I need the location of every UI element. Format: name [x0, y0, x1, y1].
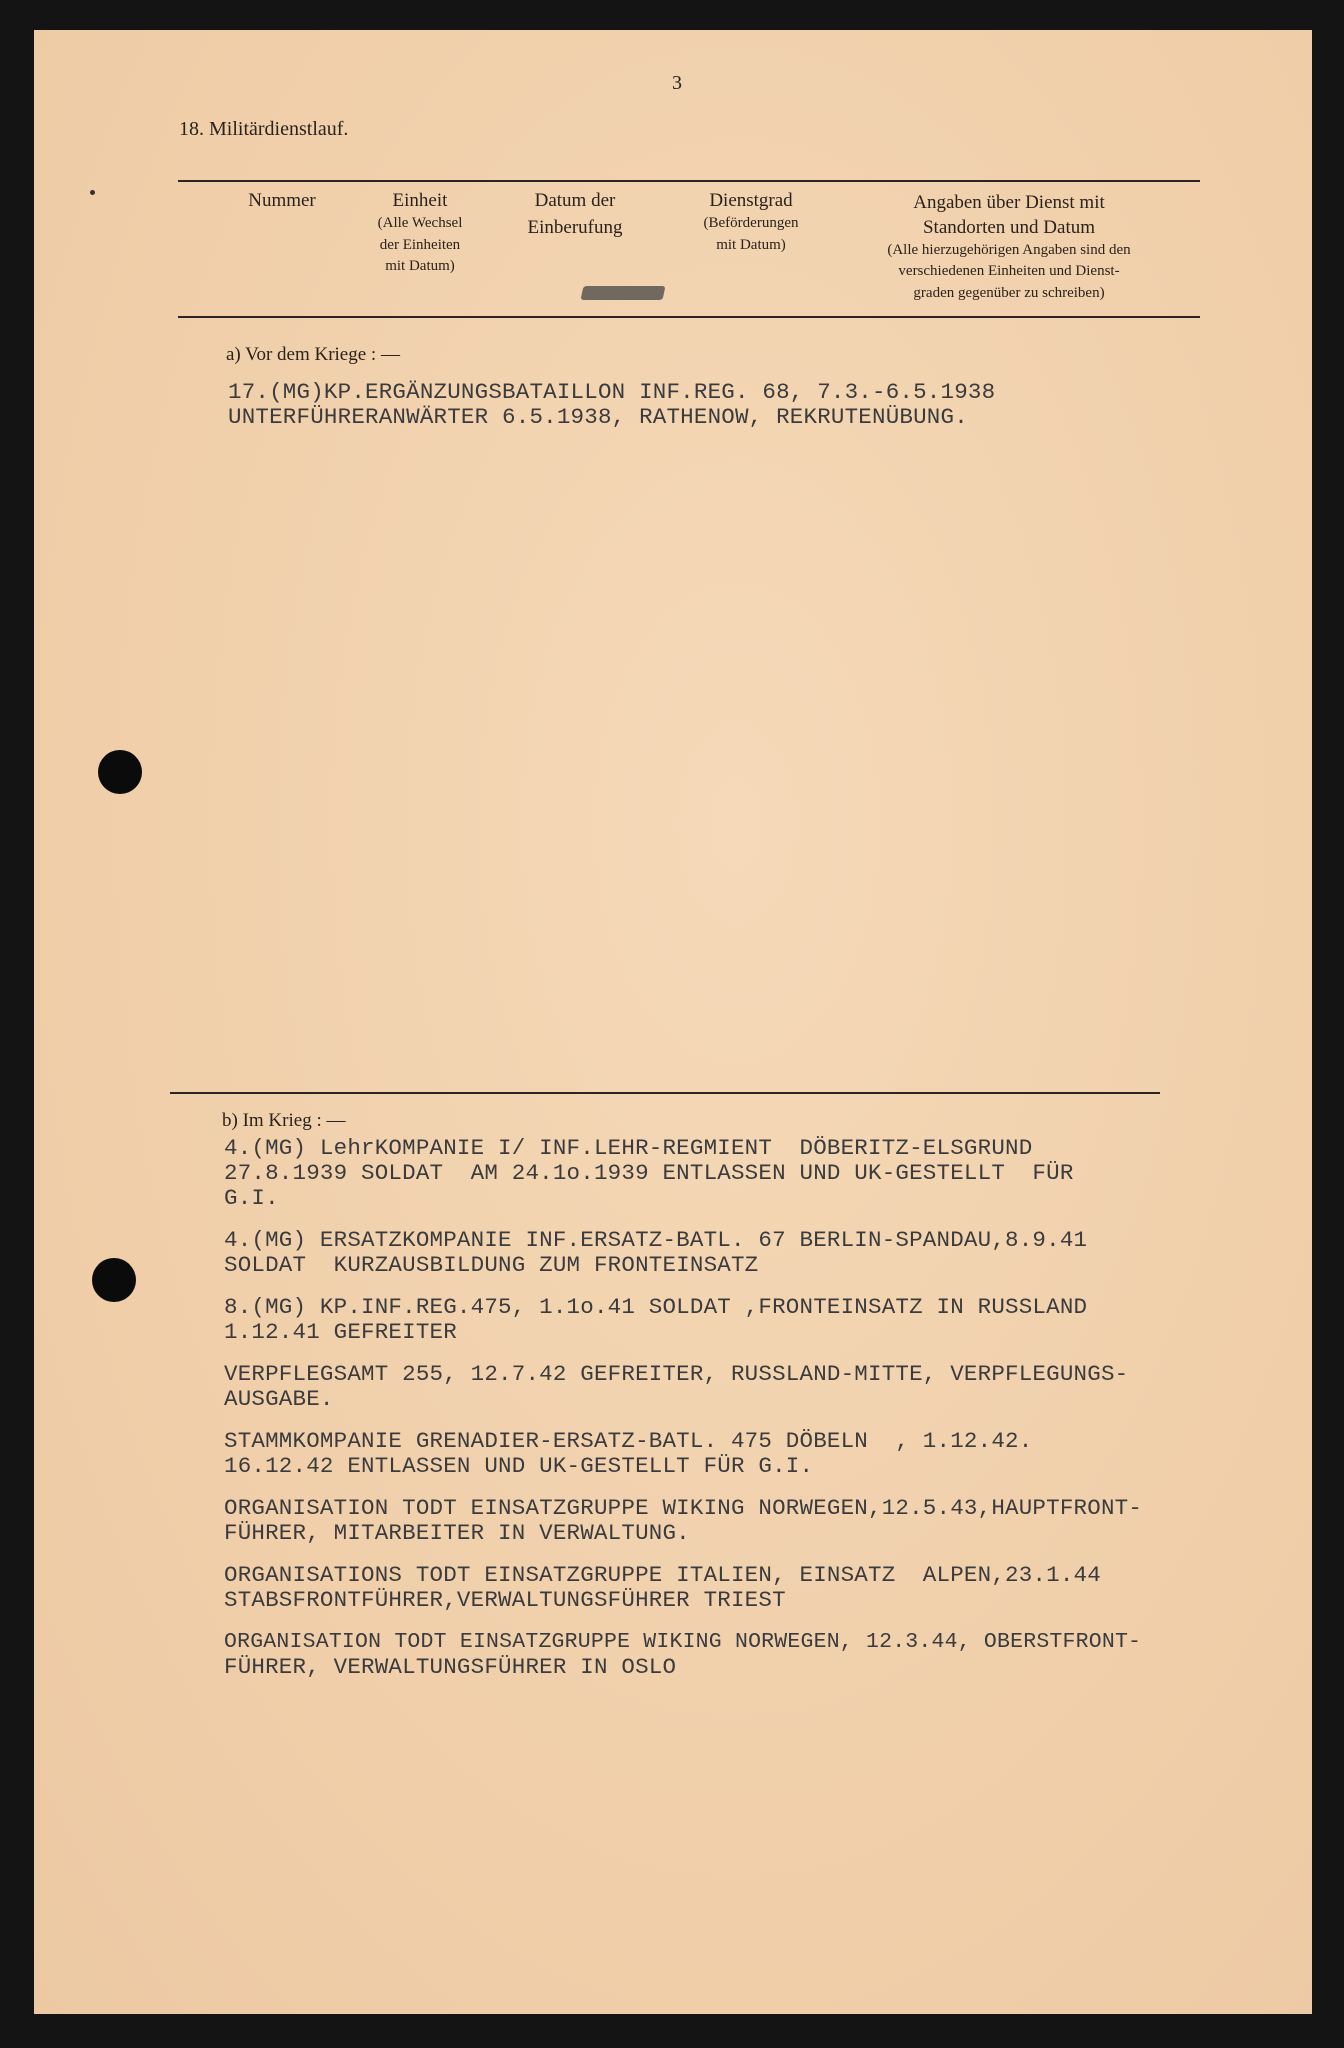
col-angaben-note-3: graden gegenüber zu schreiben): [913, 285, 1105, 302]
section-b-line-8: VERPFLEGSAMT 255, 12.7.42 GEFREITER, RUSSLAND-MITTE, VERPFLEGUNGS-: [224, 1361, 1129, 1387]
col-dienstgrad-note-2: mit Datum): [716, 236, 786, 253]
col-einheit-note-3: mit Datum): [385, 258, 455, 275]
table-top-rule: [178, 180, 1200, 182]
section-b-line-15: STABSFRONTFÜHRER,VERWALTUNGSFÜHRER TRIEST: [224, 1587, 786, 1613]
section-b-line-12: ORGANISATION TODT EINSATZGRUPPE WIKING NORWEGEN,12.5.43,HAUPTFRONT-: [224, 1495, 1143, 1521]
section-divider-rule: [170, 1092, 1160, 1094]
section-b-line-3: G.I.: [224, 1185, 279, 1211]
section-a-line-2: UNTERFÜHRERANWÄRTER 6.5.1938, RATHENOW, REKRUTENÜBUNG.: [228, 404, 968, 430]
section-b-line-9: AUSGABE.: [224, 1386, 334, 1412]
section-b-line-11: 16.12.42 ENTLASSEN UND UK-GESTELLT FÜR G.I.: [224, 1453, 814, 1479]
ink-smudge: [581, 286, 666, 300]
col-dienstgrad: [676, 190, 826, 256]
col-nummer-label: Nummer: [248, 190, 316, 211]
punch-hole-upper: [98, 750, 142, 794]
section-b-label: b) Im Krieg : —: [222, 1110, 346, 1131]
col-dienstgrad-note-1: (Beförderungen: [703, 214, 799, 231]
col-angaben-note-2: verschiedenen Einheiten und Dienst-: [898, 263, 1120, 280]
col-angaben-note-1: (Alle hierzugehörigen Angaben sind den: [887, 241, 1131, 258]
col-einheit: [350, 190, 490, 278]
table-header-bottom-rule: [178, 316, 1200, 318]
section-b-line-10: STAMMKOMPANIE GRENADIER-ERSATZ-BATL. 475 DÖBELN , 1.12.42.: [224, 1428, 1033, 1454]
punch-hole-lower: [92, 1258, 136, 1302]
section-b-line-4: 4.(MG) ERSATZKOMPANIE INF.ERSATZ-BATL. 67 BERLIN-SPANDAU,8.9.41: [224, 1227, 1088, 1253]
page-number: 3: [672, 72, 682, 94]
col-datum-label-2: Einberufung: [527, 216, 623, 238]
col-nummer: [222, 190, 342, 213]
col-einheit-label: Einheit: [392, 190, 448, 211]
section-b-line-1: 4.(MG) LehrKOMPANIE I/ INF.LEHR-REGMIENT DÖBERITZ-ELSGRUND: [224, 1135, 1033, 1161]
section-a-label: a) Vor dem Kriege : —: [226, 344, 400, 365]
section-b-line-14: ORGANISATIONS TODT EINSATZGRUPPE ITALIEN, EINSATZ ALPEN,23.1.44: [224, 1562, 1101, 1588]
document-page: [34, 30, 1312, 2014]
col-einheit-note-1: (Alle Wechsel: [377, 214, 463, 231]
section-b-line-2: 27.8.1939 SOLDAT AM 24.1o.1939 ENTLASSEN UND UK-GESTELLT FÜR: [224, 1160, 1074, 1186]
section-a-line-1: 17.(MG)KP.ERGÄNZUNGSBATAILLON INF.REG. 68, 7.3.-6.5.1938: [228, 379, 996, 405]
col-angaben-label-1: Angaben über Dienst mit: [913, 192, 1105, 213]
col-datum: [500, 190, 650, 240]
section-b-line-17: FÜHRER, VERWALTUNGSFÜHRER IN OSLO: [224, 1654, 677, 1680]
col-datum-label-1: Datum der: [534, 190, 616, 211]
ink-dot: [90, 190, 95, 195]
section-b-line-13: FÜHRER, MITARBEITER IN VERWALTUNG.: [224, 1520, 690, 1546]
col-angaben-label-2: Standorten und Datum: [922, 216, 1096, 238]
col-dienstgrad-label: Dienstgrad: [709, 190, 793, 211]
col-angaben: [834, 192, 1184, 305]
section-b-line-6: 8.(MG) KP.INF.REG.475, 1.1o.41 SOLDAT ,FRONTEINSATZ IN RUSSLAND: [224, 1294, 1088, 1320]
section-b-line-16: ORGANISATION TODT EINSATZGRUPPE WIKING NORWEGEN, 12.3.44, OBERSTFRONT-: [224, 1630, 1142, 1654]
col-einheit-note-2: der Einheiten: [379, 236, 461, 253]
section-b-line-5: SOLDAT KURZAUSBILDUNG ZUM FRONTEINSATZ: [224, 1252, 759, 1278]
section-title: 18. Militärdienstlauf.: [179, 118, 349, 140]
section-b-line-7: 1.12.41 GEFREITER: [224, 1319, 457, 1345]
